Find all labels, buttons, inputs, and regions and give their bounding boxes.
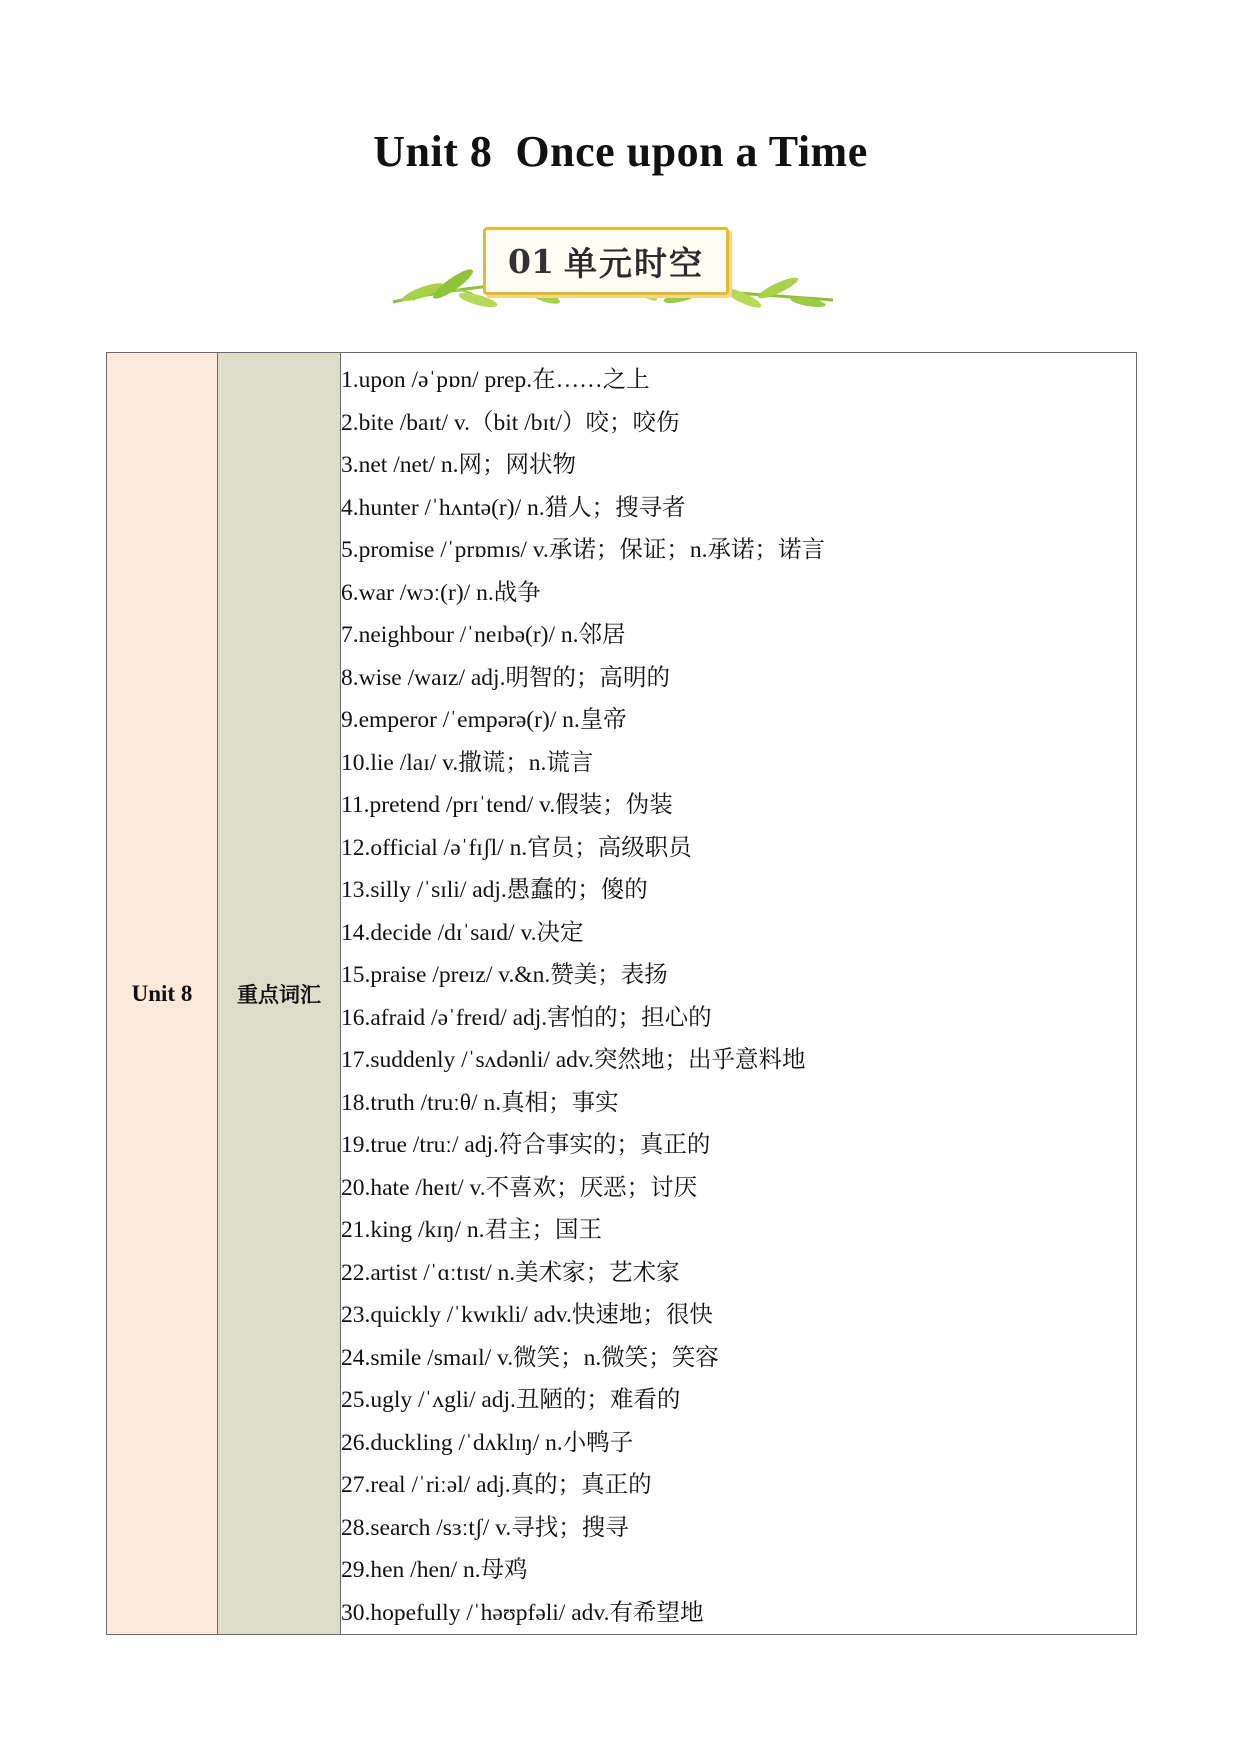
vocab-item: 11.pretend /prɪˈtend/ v.假装；伪装 xyxy=(341,792,673,818)
section-badge xyxy=(483,227,729,295)
vocab-item: 10.lie /laɪ/ v.撒谎；n.谎言 xyxy=(341,749,594,776)
vocab-item: 28.search /sɜːtʃ/ v.寻找；搜寻 xyxy=(341,1514,629,1541)
vocabulary-table xyxy=(106,352,1137,1635)
vocab-item: 13.silly /ˈsɪli/ adj.愚蠢的；傻的 xyxy=(341,877,648,903)
section-label: 单元时空 xyxy=(563,243,704,283)
words-cell xyxy=(341,353,1137,1635)
unit-cell: Unit 8 xyxy=(107,353,218,1635)
vocab-item: 29.hen /hen/ n.母鸡 xyxy=(341,1557,528,1583)
vocab-item: 19.true /truː/ adj.符合事实的；真正的 xyxy=(341,1132,711,1158)
vocab-item: 23.quickly /ˈkwɪkli/ adv.快速地；很快 xyxy=(341,1302,713,1328)
vocab-item: 24.smile /smaɪl/ v.微笑；n.微笑；笑容 xyxy=(341,1344,719,1371)
vocab-item: 6.war /wɔː(r)/ n.战争 xyxy=(341,579,541,606)
vocab-item: 18.truth /truːθ/ n.真相；事实 xyxy=(341,1089,619,1116)
vocab-item: 15.praise /preɪz/ v.&n.赞美；表扬 xyxy=(341,962,668,988)
vocab-item: 4.hunter /ˈhʌntə(r)/ n.猎人；搜寻者 xyxy=(341,494,686,521)
word-list xyxy=(341,353,1136,1634)
section-number: 01 xyxy=(508,241,554,281)
vocab-item: 12.official /əˈfɪʃl/ n.官员；高级职员 xyxy=(341,834,692,861)
vocab-item: 25.ugly /ˈʌgli/ adj.丑陋的；难看的 xyxy=(341,1387,681,1413)
page-title: Unit 8 Once upon a Time xyxy=(373,127,868,176)
vocab-item: 16.afraid /əˈfreɪd/ adj.害怕的；担心的 xyxy=(341,1004,712,1031)
vocab-item: 21.king /kɪŋ/ n.君主；国王 xyxy=(341,1217,602,1243)
vocab-item: 14.decide /dɪˈsaɪd/ v.决定 xyxy=(341,919,584,946)
vocab-item: 1.upon /əˈpɒn/ prep.在……之上 xyxy=(341,367,650,393)
section-banner xyxy=(383,222,843,322)
category-cell: 重点词汇 xyxy=(218,353,341,1635)
vocab-item: 22.artist /ˈɑːtɪst/ n.美术家；艺术家 xyxy=(341,1259,680,1286)
vocab-item: 26.duckling /ˈdʌklɪŋ/ n.小鸭子 xyxy=(341,1429,634,1456)
vocab-item: 20.hate /heɪt/ v.不喜欢；厌恶；讨厌 xyxy=(341,1174,698,1201)
vocab-item: 5.promise /ˈprɒmɪs/ v.承诺；保证；n.承诺；诺言 xyxy=(341,537,826,563)
vocab-item: 30.hopefully /ˈhəʊpfəli/ adv.有希望地 xyxy=(341,1599,704,1626)
vocab-item: 3.net /net/ n.网；网状物 xyxy=(341,452,576,478)
vocab-item: 9.emperor /ˈempərə(r)/ n.皇帝 xyxy=(341,707,627,733)
vocab-item: 7.neighbour /ˈneɪbə(r)/ n.邻居 xyxy=(341,622,626,648)
vocab-item: 27.real /ˈriːəl/ adj.真的；真正的 xyxy=(341,1472,652,1498)
vocab-item: 8.wise /waɪz/ adj.明智的；高明的 xyxy=(341,664,670,691)
vocab-item: 2.bite /baɪt/ v.（bit /bɪt/）咬；咬伤 xyxy=(341,409,680,436)
vocab-item: 17.suddenly /ˈsʌdənli/ adv.突然地；出乎意料地 xyxy=(341,1047,806,1073)
